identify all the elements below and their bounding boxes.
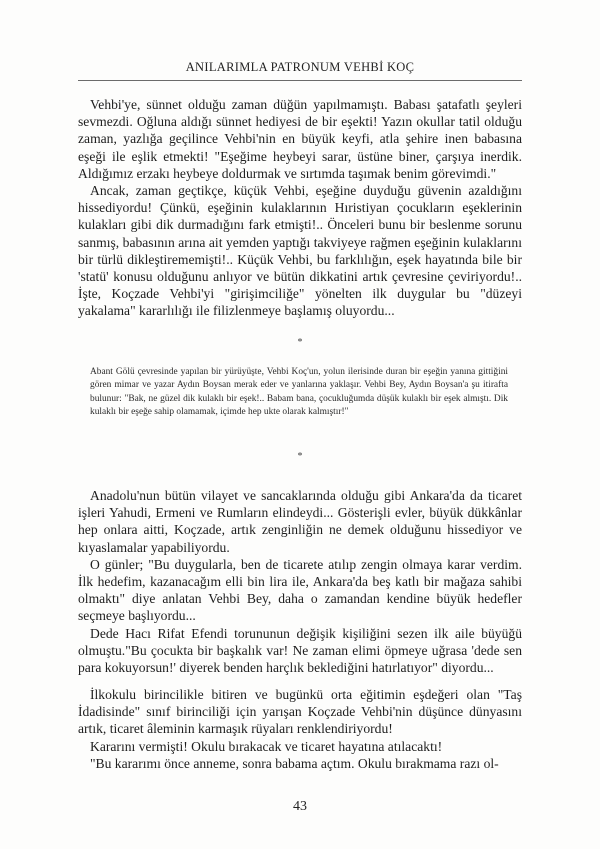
anecdote-quote: Abant Gölü çevresinde yapılan bir yürüyüşte, Vehbi Koç'un, yolun ilerisinde duran bir eşeğin yanına gittiğini gören mimar ve yazar Aydın Boysan merak eder ve yanlarına yaklaşır. Vehbi Bey, Aydın Boysan'a şu itirafta bulunur: "Bak, ne güzel dik kulaklı bir eşek!.. Babam bana, çocukluğumda düşük kulaklı bir eşek almıştı. Dik kulaklı bir eşeğe sahip olamamak, içimde hep ukte olarak kalmıştır!" (90, 367, 508, 417)
paragraph: "Bu kararımı önce anneme, sonra babama açtım. Okulu bırakmama razı ol- (90, 755, 499, 771)
paragraph: İlkokulu birincilikle bitiren ve bugünkü orta eğitimin eşdeğeri olan "Taş İdadisinde" sınıf birinciliği için yarışan Koçzade Vehbi'nin düşünce dünyasını artık, ticaret âleminin karmaşık rüyaları renklendiriyordu! (78, 687, 522, 737)
paragraph: Vehbi'ye, sünnet olduğu zaman düğün yapılmamıştı. Babası şatafatlı şeyleri sevmezdi. Oğluna aldığı sünnet hediyesi de bir eşekti! Yazın okullar tatil olduğu zaman, yazlığa geçilince Vehbi'nin en büyük keyfi, atla şehire inen babasına eşeği ile eşlik etmekti! "Eşeğime heybeyi sarar, üstüne biner, çarşıya inerdik. Aldığımız erzakı heybeye doldurmak ve sırtımda taşımak benim görevimdi." (78, 97, 522, 181)
paragraph: Dede Hacı Rifat Efendi torununun değişik kişiliğini sezen ilk aile büyüğü olmuştu."Bu çocukta bir başkalık var! Ne zaman elimi öpmeye uğrasa 'dede sen para kokuyorsun!' diyerek benden harçlık beklediğini hatırlatıyor" diyordu... (78, 625, 522, 676)
paragraph: O günler; "Bu duygularla, ben de ticarete atılıp zengin olmaya karar verdim. İlk hedefim, kazanacağım elli bin lira ile, Ankara'da beş katlı bir mağaza sahibi olmaktı" diye anlatan Vehbi Bey, daha o zamandan kendine büyük hedefler seçmeye başlıyordu... (78, 556, 522, 624)
paragraph: Ancak, zaman geçtikçe, küçük Vehbi, eşeğine duyduğu güvenin azaldığını hissediyordu! Çünkü, eşeğinin kulaklarının Hıristiyan çocukların eşeklerinin kulakları gibi dik durmadığını fark etmişti!.. Önceleri bunu bir beslenme sorunu sanmış, babasının arına ait yemden yaptığı takviyeye rağmen eşeğinin kulaklarını bir türlü dikleştirememişti!.. Küçük Vehbi, bu farklılığın, eşek hayatında bile bir 'statü' konusu olduğunu anlıyor ve bütün dikkatini artık çevresine çeviriyordu!.. İşte, Koçzade Vehbi'yi "girişimciliğe" yönelten ilk duygular bu "düzeyi yakalama" kararlılığı ile filizlenmeye başlamış oluyordu... (78, 183, 522, 319)
section-3 (78, 686, 522, 772)
page-number: 43 (293, 799, 307, 814)
separator-star: * (297, 337, 303, 348)
running-header: ANILARIMLA PATRONUM VEHBİ KOÇ (185, 60, 415, 74)
separator-star: * (297, 451, 303, 462)
section-1 (78, 96, 522, 320)
section-2 (78, 487, 522, 676)
header-rule (78, 80, 522, 81)
paragraph: Anadolu'nun bütün vilayet ve sancaklarında olduğu gibi Ankara'da da ticaret işleri Yahudi, Ermeni ve Rumların elindeydi... Gösterişli evler, büyük dükkânlar hep onlara aitti, Koçzade, artık zenginliğin ne demek olduğunu hissediyor ve kıyaslamalar yapabiliyordu. (78, 488, 522, 555)
paragraph: Kararını vermişti! Okulu bırakacak ve ticaret hayatına atılacaktı! (90, 738, 443, 754)
